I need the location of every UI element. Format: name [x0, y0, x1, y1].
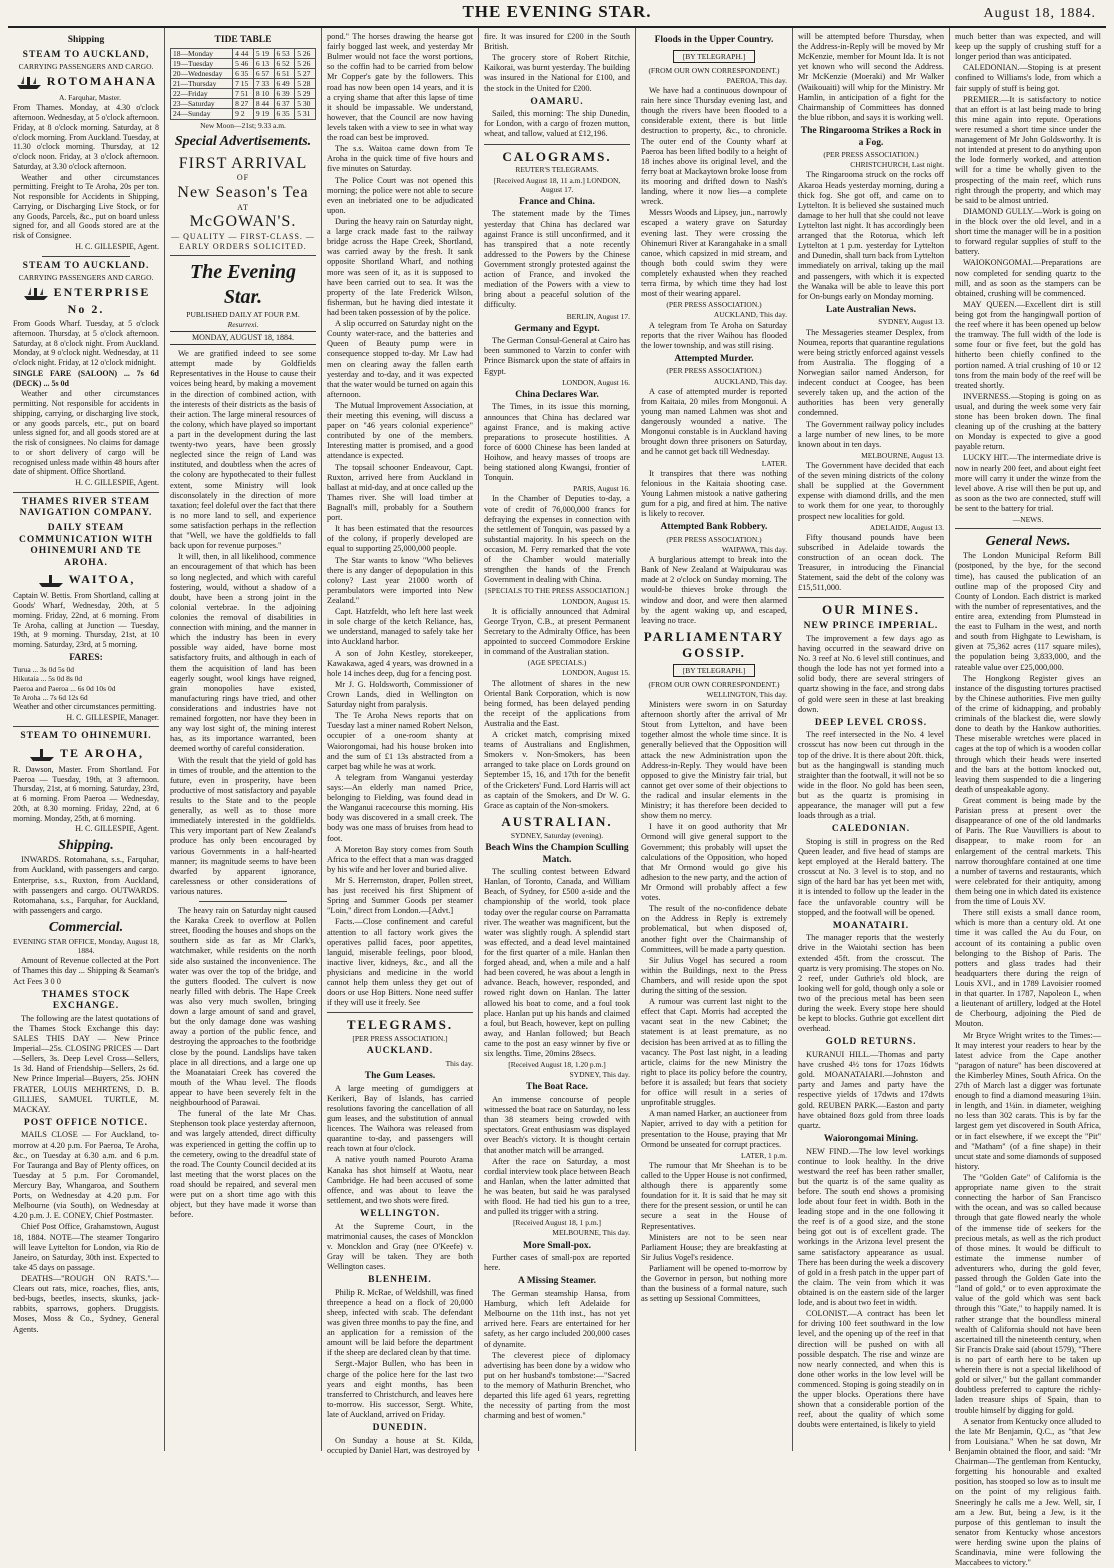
- article-paragraph: The manager reports that the westerly drive in the Waiotahi section has been extended 45ft. from the crosscut. The quartz is very promising. The stopes on No. 2 reef, under Guthrie's old block, are looking well for gold, though only a sole or two of the precious metal has been seen during the week. Every stope here should be kept to blocks. Guthrie got excellent dirt overhead.: [798, 933, 944, 1034]
- article-paragraph: The German steamship Hansa, from Hamburg, which left Adelaide for Melbourne on the 11th inst., has not yet arrived here. Fears are entertained for her safety, as her cargo included 200,000 cases of dynamite.: [484, 1288, 630, 1349]
- article-paragraph: much better than was expected, and will keep up the supply of crushing stuff for a longer period than was anticipated.: [955, 32, 1101, 62]
- commercial-heading: Commercial.: [48, 919, 124, 935]
- telegrams-sub: [PER PRESS ASSOCIATION.]: [352, 1034, 448, 1044]
- stock-exchange-text: The following are the latest quotations of the Thames Stock Exchange this day: SALES THIS DAY — New Prince Imperial—25s. CLOSING PRICES — Dart—Sellers, 3s. Deep Level Cross—Sellers, 1s 3d. Hand of Friendship—Sellers, 2s 6d. New Prince Imperial—Buyers, 25s. JOHN FRATER, LOUIS MEHRTENS, D. B. GILLIES, SAMUEL TURTLE, M. MACKAY.: [13, 1013, 159, 1114]
- tide-cell: 5 28: [295, 79, 316, 89]
- shipping-text: INWARDS. Rotomahana, s.s., Farquhar, from Auckland, with passengers and cargo. Enterprise, s.s., Ruxton, from Auckland, with passengers and cargo. OUTWARDS. Rotomahana, s.s., Farquhar, for Auckland, with passengers and cargo.: [13, 855, 159, 915]
- editorial-paragraph: With the result that the yield of gold has in times of trouble, and the attention to the future, even in prosperity, have been productive of most satisfactory and payable results to the State and to the people generally, as well as to those more immediately interested in the goldfields. This very important part of New Zealand's produce has only been encouraged by various Governments in a half-hearted manner; its magnitude seems to have been dwarfed by apparent ignorance, carelessness or other considerations of various natures.: [170, 755, 316, 896]
- article-paragraph: There still exists a small dance room, which is more than a century old. At one time it was called the Au du Four, on account of its containing a public oven belonging to the Bishop of Paris. The potters and glass trades had their headquarters there during the reign of Louis XVI., and in 1789 Lavoisier roomed in that quarter. In 1787, Napoleon I., when a lieutenant of artillery, lodged at the Hotel de Cherbourg, adjoining the Pied de Mouton.: [955, 908, 1101, 1029]
- tide-cell: 22—Friday: [171, 89, 233, 99]
- published-line: PUBLISHED DAILY AT FOUR P.M.: [186, 310, 300, 320]
- fares-list: [13, 665, 159, 702]
- dateline: AUCKLAND, This day.: [713, 310, 787, 320]
- tide-cell: 18—Monday: [171, 48, 233, 58]
- tide-row: [171, 79, 316, 89]
- shipping-heading-2: Shipping.: [58, 838, 114, 854]
- divider: [13, 726, 159, 727]
- press-note: (PER PRESS ASSOCIATION.): [666, 534, 762, 544]
- article-paragraph: NEW FIND.—The low level workings continue to look healthy. In the drive westward the reef has been rather smaller, but the quartz is of the same quality as before. The south end shows a promising lode about four feet in width. Both in the leading stope and in the one following it the reef is of a good size, and the stone being got out is of excellent grade. The workings in the Arizona level present the same satisfactory appearance as usual. There has been during the week a discovery of gold in a fresh patch in the upper part of the claim. The vein from which it was obtained is on the eastern side of the larger lode, and is about two feet in width.: [798, 1146, 944, 1308]
- article-paragraph: The Government railway policy includes a large number of new lines, to be more known about in ten days.: [798, 419, 944, 449]
- article-paragraph: The cleverest piece of diplomacy advertising has been done by a widow who put on her husband's tombstone:—"Sacred to the memory of Mathurin Brenchet, who departed this life aged 61 years, regretting the necessity of parting from the most charming and best of women.": [484, 1350, 630, 1421]
- article-paragraph: Capt. Hatzfeldt, who left here last week in sole charge of the ketch Reliance, has, we understand, managed to safely take her into Auckland harbor.: [327, 607, 473, 647]
- article-paragraph: A telegram from Wanganui yesterday says:—An elderly man named Price, belonging to Fielding, was found dead in the Wanganui racecourse this morning. His body was discovered in a small creek. The body was one mass of bruises from head to foot.: [327, 772, 473, 843]
- article-paragraph: Mr Bryce Wright writes to the Times:—It may interest your readers to hear by the latest advice from the Cape another "paragon of nature" has been discovered at the Kimberley Mines, South Africa. On the 27th of March last a digger was fortunate enough to find a diamond measuring 1¾in. in length, and 1¼in. in diameter, weighing no less than 302 carats. This is by far the largest gem yet discovered in South Africa, or in fact elsewhere, if we except the "Pit" and "Matham" (of a fine shape) in their uncut state and some diamonds of supposed history.: [955, 1030, 1101, 1171]
- steam-auckland-heading-2: STEAM TO AUCKLAND.: [22, 260, 150, 271]
- wellington-heading: WELLINGTON.: [359, 1209, 441, 1219]
- article-paragraph: WAIOKONGOMAI.—Preparations are now completed for sending quartz to the mill, and as soon as the stampers can be obtained, crushing will be commenced.: [955, 258, 1101, 298]
- ship-schedule: R. Dawson, Master. From Shortland. For Paeroa — Tuesday, 19th, at 3 afternoon. Thursday, 21st, at 6 morning. Saturday, 23rd, at 6 morning. From Paeroa — Wednesday, 20th, at 8.30 morning. Friday, 22nd, at 6 morning. Monday, 25th, at 6 morning.: [13, 764, 159, 823]
- ship-rotomahana: [13, 73, 159, 251]
- smallpox-heading: More Small-pox.: [523, 1240, 591, 1251]
- article-paragraph: A large meeting of gumdiggers at Kerikeri, Bay of Islands, has carried resolutions favoring the cancellation of all gum leases, and the substitution of annual licences. The Waihora was released from quarantine to-day, and passengers will reach town at four o'clock.: [327, 1083, 473, 1154]
- tide-cell: 20—Wednesday: [171, 68, 233, 78]
- fare-row: Te Aroha ... 7s 6d 12s 6d: [13, 692, 88, 702]
- article-paragraph: A burglarious attempt to break into the Bank of New Zealand at Waipukurau was made at 2 o'clock on Sunday morning. The would-be thieves broke through the window and door, and were then alarmed by the agent waking up, and escaped, leaving no trace.: [641, 555, 787, 625]
- ship-waitoa: [13, 571, 159, 722]
- article-paragraph: The reef intersected in the No. 4 level crosscut has now been cut through in the top of the drive. It is there about 20ft. thick, but as the hangingwall is standing much straighter than the footwall, it will not be so wide in the floor. No gold has been seen, but as the quartz is promising in appearance, the manager will put a few loads through as a trial.: [798, 730, 944, 821]
- article-paragraph: The Hongkong Register gives an instance of the disgusting tortures practised by the Chinese authorities. Five men guilty of the crime of kidnapping, and probably criminals of the blackest die, were slowly done to death by the Hankow authorities. These miserable wretches were placed in cages at the top of which is a wooden collar through which their heads were inserted and the bars at the bottom knocked out, leaving them suspended to die a lingering death of unspeakable agony.: [955, 673, 1101, 794]
- article-paragraph: A case of attempted murder is reported from Kaitaia, 20 miles from Mongonui. A young man named Lahmen was shot and dangerously wounded a native. The Mongonui constable is in Auckland having brought down three prisoners on Saturday, and he cannot get back till Wednesday.: [641, 386, 787, 457]
- tide-row: [171, 99, 316, 109]
- motto: Resurrexi.: [227, 320, 259, 330]
- nameplate: The Evening Star.: [189, 261, 297, 308]
- oamaru-heading: OAMARU.: [530, 96, 584, 107]
- ship-name: ROTOMAHANA: [46, 74, 158, 89]
- article-paragraph: The Times, in its issue this morning, announces that China has declared war against France, and is making active preparations to prosecute hostilities. A force of 6000 Chinese has been landed at Hoihow, and heavy masses of troops are being stationed along Kwangsi, frontier of Tonquin.: [484, 402, 630, 483]
- commercial-text: Amount of Revenue collected at the Port of Thames this day ... Shipping & Seaman's Act Fees 3 0 0: [13, 956, 159, 986]
- tide-cell: 5 26: [295, 58, 316, 68]
- press-note: (PER PRESS ASSOCIATION.): [666, 366, 762, 376]
- dateline: This day.: [445, 1058, 473, 1068]
- tide-cell: 7 51: [233, 89, 254, 99]
- article-paragraph: A slip occurred on Saturday night on the County water-race, and the batteries and Queen of Beauty pump were in consequence stopped to-day. Mr Law had men on clearing away the fallen earth yesterday and to-day, and it was expected that the water would be turned on again this afternoon.: [327, 319, 473, 399]
- post-office-text-2: Chief Post Office, Grahamstown, August 18, 1884. NOTE—The steamer Tongariro will leave Lyttelton for London, via Rio de Janeiro, on Saturday, 30th inst. Expected to take 45 days on passage.: [13, 1222, 159, 1272]
- editorial-paragraph: We are gratified indeed to see some attempt made by Goldfields Representatives in the House to cause their voices being heard, by making a movement in the direction of combined action, with the interests of their districts as the basis of their action. The large mineral resources of the colony, which have played so important a part in the development during the last twenty-two years, have been grossly neglected since the reign of Land was instituted, and doubtless when the acres of the colony are hypothecated to their fullest extent, some Ministry will look disconsolately in the direction of more taxation; feel doleful over the fact that there is no more land to sell, and experience some satisfaction perhaps in the reflection that "Well, we have the goldfields to fall back upon for revenue purposes.": [170, 349, 316, 551]
- ship-schedule: Captain W. Bettis. From Shortland, calling at Goods' Wharf, Wednesday, 20th, at 5 morning. Friday, 22nd, at 6 morning. From Te Aroha, calling at Junction — Tuesday, 19th, at 9 morning. Thursday, 21st, at 10 morning. Saturday, 23rd, at 5 morning.: [13, 591, 159, 649]
- article-paragraph: The grocery store of Robert Ritchie, Kaikorai, was burnt yesterday. The building was insured in the National for £100, and the stock in the United for £200.: [484, 53, 630, 93]
- blenheim-heading: BLENHEIM.: [368, 1275, 432, 1286]
- article-paragraph: PREMIER.—It is satisfactory to notice that an effort is at last being made to bring this mine again into repute. Operations were resumed a short time since under the management of Mr John Goldsworthy. It is not intended at present to do anything upon the lode formerly worked, and attention will for a time be wholly given to the prospecting of the main reef, which runs right through the property, and which may be said to be almost untried.: [955, 94, 1101, 205]
- news-label: —NEWS.: [1012, 515, 1044, 525]
- dateline: PAEROA, This day.: [726, 75, 787, 85]
- ship-agent: H. C. GILLESPIE, Manager.: [66, 712, 159, 722]
- article-paragraph: INVERNESS.—Stoping is going on as usual, and during the week some very fair stone has been broken down. The final cleaning up of the crushing at the battery on Monday is expected to give a good payable return.: [955, 391, 1101, 452]
- article-paragraph: The Ringarooma struck on the rocks off Akaroa Heads yesterday morning, during a thick fog. She got off, and came on to Lyttelton. It is believed she sustained much damage to her hull that she could not leave Lyttelton last night. It has accordingly been arranged that the Rotorua, which left Lyttelton at 1 p.m. yesterday for Lyttelton and Dunedin, shall turn back from Lyttelton immediately on arrival, taking up the mail and passengers, with which it is expected the Wanaka will be able to leave this port for On-bungs early on Monday morning.: [798, 170, 944, 301]
- age-note: (AGE SPECIALS.): [527, 658, 587, 668]
- article-paragraph: Fifty thousand pounds have been subscribed in Adelaide towards the construction of an ocean dock. The Treasurer, in introducing the Financial Statement, said the debt of the colony was £15,511,000.: [798, 532, 944, 593]
- steamship-icon: [22, 284, 50, 302]
- article-paragraph: Sailed, this morning: The ship Dunedin, for London, with a cargo of frozen mutton, wheat, and tallow, valued at £12,196.: [484, 109, 630, 139]
- calograms-heading: CALOGRAMS.: [502, 148, 612, 164]
- tide-cell: 5 46: [233, 58, 254, 68]
- steamship-icon: [15, 73, 43, 91]
- tide-cell: 6 35: [274, 109, 295, 119]
- tide-cell: 8 27: [233, 99, 254, 109]
- dateline: MELBOURNE, This day.: [552, 1228, 630, 1238]
- article-paragraph: Facts.—Close confinement and careful attention to all factory work gives the operatives pallid faces, poor appetites, languid, miserable feelings, poor blood, inactive liver, kidneys, &c., and all the physicians and medicine in the world cannot help them unless they get out of doors or use Hop Bitters. None need suffer if they will use it freely. See: [327, 917, 473, 1008]
- article-paragraph: The Police Court was not opened this morning; the police were not able to secure even an inebriated one to be adjudicated upon.: [327, 175, 473, 215]
- fare-row: Paeroa and Paeroa ... 6s 0d 10s 0d: [13, 683, 116, 693]
- china-heading: China Declares War.: [515, 389, 599, 400]
- missing-steamer-heading: A Missing Steamer.: [517, 1276, 597, 1287]
- tide-cell: 21—Thursday: [171, 79, 233, 89]
- tide-cell: 6 49: [274, 79, 295, 89]
- beach-heading: Beach Wins the Champion Sculling Match.: [485, 842, 629, 865]
- divider: [199, 901, 287, 902]
- ship-agent: H. C. GILLESPIE, Agent.: [75, 478, 159, 488]
- article-paragraph: LUCKY HIT.—The intermediate drive is now in nearly 200 feet, and about eight feet more will carry it under the winze from the level above. A rise will then be put up, and as soon as the two are connected, stuff will be sent to the battery for trial.: [955, 453, 1101, 514]
- article-paragraph: On Sunday a house at St. Kilda, occupied by Daniel Hart, was destroyed by: [327, 1435, 473, 1455]
- steamship-icon: [28, 745, 56, 763]
- article-paragraph: Sergt.-Major Bullen, who has been in charge of the police here for the last two years and eight months, has been transferred to Christchurch, and leaves here to-morrow. His successor, Sergt. White, late of Auckland, arrived on Friday.: [327, 1359, 473, 1420]
- article-paragraph: The German Consul-General at Cairo has been summoned to Varzin to confer with Prince Bismarck upon the state of affairs in Egypt.: [484, 336, 631, 376]
- ad-line: OF: [236, 173, 250, 183]
- column-2: [165, 28, 322, 1451]
- article-paragraph: Philip R. McRae, of Weldshill, was fined threepence a head on a flock of 20,000 sheep, infected with scab. The defendant was given three months to pay the fine, and an application for a remission of the amount will be laid before the department if the sheep are declared clean by that time.: [327, 1287, 473, 1358]
- tide-cell: 5 29: [295, 89, 316, 99]
- ship-name: WAITOA,: [68, 572, 136, 586]
- ship-te-aroha: [13, 745, 159, 834]
- article-paragraph: Messrs Woods and Lipsey, jun., narrowly escaped a watery grave on Saturday evening last. They were crossing the Ohinemuri River at Karangahake in a small canoe, which capsized in mid stream, and though both could swim they were completely exhausted when they reached terra firma, by which time they had lost most of their wearing apparel.: [641, 208, 787, 299]
- dateline: WAIPAWA, This day.: [721, 544, 787, 554]
- article-paragraph: We have had a continuous downpour of rain here since Thursday evening last, and though the rivers have been flooded to a considerable extent, there is but little destruction to property, &c., to chronicle. The outer end of the County wharf at Paeroa has been lifted bodily to a height of 18 inches above its original level, and the ferry boat at Mackaytown broke loose from its mooring and drifted down to Nash's landing, where it now lies—a complete wreck.: [641, 86, 787, 207]
- article-paragraph: The improvement a few days ago as having occurred in the seaward drive on No. 3 reef at No. 6 level still continues, and though the lode has not yet formed into a solid body, there are several stringers of quartz showing in the face, and strong dabs of gold were seen in these at last breaking down.: [798, 633, 944, 714]
- column-4: [479, 28, 636, 1451]
- columns: [8, 28, 1106, 1568]
- floods-heading: Floods in the Upper Country.: [654, 35, 774, 45]
- article-paragraph: DIAMOND GULLY.—Work is going on in the block over the old level, and in a short time the manager will be in a position to forward regular supplies of stuff to the battery.: [955, 206, 1101, 257]
- ad-line: McGOWAN'S.: [189, 213, 297, 231]
- commercial-sub: EVENING STAR OFFICE, Monday, August 18, 1884.: [13, 937, 160, 956]
- tide-cell: 5 26: [295, 48, 316, 58]
- tide-cell: 4 44: [233, 48, 254, 58]
- article-paragraph: Sir Julius Vogel has secured a room within the Buildings, next to the Press Chambers, and will reside upon the spot during the sitting of the session.: [641, 955, 787, 996]
- article-paragraph: The statement made by the Times yesterday that China has declared war against France is still unconfirmed, and it has transpired that a note recently addressed to the Powers by the Chinese Government strongly protested against the action of France, and invoked the mediation of the Powers with a view to bring about a peaceful solution of the difficulty.: [484, 209, 630, 310]
- divider: [42, 256, 130, 257]
- article-paragraph: A native youth named Pouroto Arama Kanaka has shot himself at Waotu, near Cambridge. He had been accused of some offence, and was about to leave the settlement, and two shots were fired.: [327, 1155, 473, 1205]
- article-paragraph: The Star wants to know "Who believes there is any danger of depopulation in this colony? Last year 21000 worth of perambulators were imported into New Zealand.": [327, 555, 473, 606]
- tide-cell: 7 33: [253, 79, 274, 89]
- single-fare: SINGLE FARE (SALOON) ... 7s 6d (DECK) ... 5s 0d: [13, 368, 159, 388]
- tide-row: [171, 58, 316, 68]
- article-paragraph: In the Chamber of Deputies to-day, a vote of credit of 76,000,000 francs for defraying the expenses in connection with the settlement of Tonquin, was passed by a substantial majority. In his speech on the occasion, M. Ferry remarked that the vote of the Chamber would materially strengthen the hands of the French Government in dealing with China.: [484, 494, 630, 585]
- column-5: [636, 28, 793, 1451]
- divider: [484, 144, 630, 145]
- mine-heading: NEW PRINCE IMPERIAL.: [803, 621, 939, 632]
- germany-heading: Germany and Egypt.: [514, 323, 600, 334]
- article-paragraph: The topsail schooner Endeavour, Capt. Ruxton, arrived here from Auckland in ballast at mid-day, and at once called up the Thames river. She will load timber at Bagnall's mill, probably for a Southern port.: [327, 462, 473, 523]
- mine-heading: CALEDONIAN.: [831, 824, 911, 835]
- dateline: AUCKLAND, This day.: [713, 376, 787, 386]
- advertisement-text: DEATHS—"ROUGH ON RATS."—Clears out rats, mice, roaches, flies, ants, bed-bugs, beetles, insects, skunks, jack-rabbits, sparrows, gophers. Druggists. Moses, Moss & Co., Sydney, General Agents.: [13, 1274, 159, 1334]
- dateline: ADELAIDE, August 13.: [869, 522, 944, 532]
- article-paragraph: The s.s. Waitoa came down from Te Aroha in the quick time of five hours and five minutes on Saturday.: [327, 144, 473, 174]
- ad-line: AT: [237, 202, 249, 212]
- australian-heading: AUSTRALIAN.: [501, 813, 613, 829]
- article-paragraph: A senator from Kentucky once alluded to the late Mr Benjamin, Q.C., as "that Jew from Louisiana." When he sat down, Mr Benjamin obtained the floor, and said: "Mr Chairman—The gentleman from Kentucky, forgetting his honourable and exalted position, has stooped so low as to insult me on the point of my religious faith. Sneeringly he calls me a Jew. Well, sir, I am a Jew. But, being a Jew, is it the purpose of this gentleman to insult the senator from Kentucky whose ancestors were herding swine upon the plains of Scandinavia, mine were following the Maccabees to victory.": [955, 1416, 1101, 1568]
- article-paragraph: MAY QUEEN.—Excellent dirt is still being got from the hangingwall portion of the reef where it has been opened up below the tramway. The full width of the lode is some four or five feet, but the gold has hitherto been chiefly confined to the portion named. A trial crushing of 10 or 12 tons from the main body of the reef will be treated shortly.: [955, 299, 1101, 390]
- tide-cell: 6 35: [233, 68, 254, 78]
- article-paragraph: A rumour was current last night to the effect that Capt. Morris had accepted the vacant seat in the new Cabinet; the statement is at least premature, as no decision has been arrived at as to filling the vacancy. The Post last night, in a leading article, claims for the new Ministry the right to place its policy before the country, before it is assailed; but fears that society for office will result in a series of unprofitable struggles.: [641, 997, 787, 1108]
- our-mines-heading: OUR MINES.: [821, 602, 920, 618]
- auckland-heading: AUCKLAND.: [366, 1046, 434, 1057]
- article-paragraph: Mr J. G. Holdsworth, Commissioner of Crown Lands, died in Wellington on Saturday night from paralysis.: [327, 679, 473, 710]
- fare-row: Turua ... 3s 0d 5s 0d: [13, 665, 74, 675]
- dateline: LONDON, August 15.: [562, 596, 630, 606]
- article-paragraph: The Mutual Improvement Association, at their meeting this evening, will discuss a paper on "46 years colonial experience" contributed by one of the members. Interesting matter is promised, and a good attendance is expected.: [327, 400, 473, 461]
- tide-cell: 5 31: [295, 109, 316, 119]
- dateline: PARIS, August 16.: [573, 484, 630, 494]
- australian-news-heading: Late Australian News.: [826, 304, 916, 315]
- tide-cell: 5 19: [253, 48, 274, 58]
- editorial-paragraph: It will, then, in all likelihood, commence an encouragement of that which has been so long neglected, and which with careful fostering, would, without a shadow of a doubt, have been a strong joint in the colonial vertebrae. In the adjoining colonies the removal of disabilities in connection with mining, and the manner in which the industry has been in every possible way aided, have borne most satisfactory fruits, and although in each of them the acquisition of land has been eagerly sought, wool kings have reigned, grain monopolies have existed, manufacturing rings have tried, and other considerations and industries have not remained forgotten, nor have they been in any way lost sight of, the mining interest has, as its importance warranted, been deemed worthy of careful consideration.: [170, 552, 316, 754]
- by-telegraph-box: [BY TELEGRAPH.]: [673, 664, 755, 677]
- editorial-paragraph: The heavy rain on Saturday night caused the Karaka Creek to overflow at Pollen street, flooding the houses and shops on the southern side as far as Mr Clark's, watchmaker, while residents on the north side also sustained the inconvenience. The water was over the top of the bridge, and the gutters flooded. The culvert is now nearly filled with debris. The Hape Creek was also very much swollen, bringing down a large amount of sand and gravel, but the only damage done was washing away a portion of the public fence, and destroying the approaches to the footbridge close by the pound. Landslips have taken place in all directions, and a large one up the Moanataiari Creek has covered the mouth of the Whau level. The floods appear to have been severely felt in the neighbourhood of Parawai.: [170, 906, 316, 1108]
- ship-name: ENTERPRISE No 2.: [53, 285, 151, 317]
- dateline: LONDON, August 15.: [562, 668, 630, 678]
- editorial-paragraph: The funeral of the late Mr Chas. Stephenson took place yesterday afternoon, and was largely attended, direct difficulty was experienced in getting the coffin up to the cemetery, owing to the dreadful state of the road. The County Council decided at its last meeting that the worst places on the road should be repaired, and several men were put on a short time ago with this object, but they have made it worse than before.: [170, 1109, 316, 1220]
- tide-cell: 5 30: [295, 99, 316, 109]
- ship-agent: H. C. GILLESPIE, Agent.: [75, 824, 159, 834]
- tide-row: [171, 89, 316, 99]
- tide-cell: 5 27: [295, 68, 316, 78]
- post-office-text: MAILS CLOSE — For Auckland, to-morrow at 4.20 p.m. For Paeroa, Te Aroha, &c., on Tuesday at 6.30 a.m. and 6 p.m. For Tauranga and Bay of Plenty offices, on Tuesday at 5 p.m. For Coromandel, Mercury Bay, Whangaroa, and Southern Ports, on Wednesday at 4.20 p.m. For Melbourne (via South), on Wednesday at 4.20 p.m. J. E. CONEY, Chief Postmaster.: [13, 1130, 159, 1221]
- tide-note: New Moon—21st; 9.33 a.m.: [200, 120, 286, 130]
- tide-cell: 6 13: [253, 58, 274, 68]
- tide-cell: 8 10: [253, 89, 274, 99]
- press-note: (PER PRESS ASSOCIATION.): [666, 300, 762, 310]
- dateline: LATER.: [761, 458, 787, 468]
- steam-auckland-heading: STEAM TO AUCKLAND,: [22, 49, 150, 60]
- ship-name: TE AROHA,: [59, 745, 144, 760]
- ship-notice: Weather and other circumstances permitting. Not responsible for accidents in shipping, carrying, or discharging live stock, or any goods parcels, etc., put on board unless signed for, and all goods stored are at the risk of consignees. No claims for damage to or short delivery of cargo will be recognised unless made within 48 hours after date of shipment. Office Shortland.: [13, 389, 159, 477]
- newspaper-title: THE EVENING STAR.: [462, 2, 652, 21]
- ad-line: — QUALITY — FIRST-CLASS. —: [171, 231, 315, 241]
- tide-cell: 19—Tuesday: [171, 58, 233, 68]
- thames-river-heading: THAMES RIVER STEAM NAVIGATION COMPANY.: [19, 496, 153, 519]
- tea-advertisement: [170, 154, 316, 252]
- ohinemuri-heading: STEAM TO OHINEMURI.: [20, 731, 152, 742]
- shipping-heading: Shipping: [67, 35, 105, 45]
- gossip-heading: PARLIAMENTARY GOSSIP.: [643, 628, 785, 660]
- steam-auckland-sub: CARRYING PASSENGERS AND CARGO.: [18, 62, 154, 72]
- tide-row: [171, 68, 316, 78]
- daily-steam-heading: DAILY STEAM COMMUNICATION WITH OHINEMURI AND TE AROHA.: [18, 522, 154, 568]
- tide-cell: 8 44: [253, 99, 274, 109]
- bank-robbery-heading: Attempted Bank Robbery.: [660, 522, 768, 533]
- divider: [798, 597, 944, 598]
- article-paragraph: pond." The horses drawing the hearse got fairly bogged last week, and yesterday Mr Bulmer would not face the worst portions, so the coffin had to be carried from below Mr Copper's gate by the followers. This road has now been open 14 years, and it is a crying shame that after this lapse of time it should be impassable. We understand, however, that the Council are now having levels taken with a view to see in what way the road can best be improved.: [327, 32, 473, 143]
- tide-cell: 9 2: [233, 109, 254, 119]
- ship-master: A. Farquhar, Master.: [59, 93, 121, 103]
- dateline: LONDON, August 16.: [562, 377, 630, 387]
- dateline: MONDAY, AUGUST 18, 1884.: [170, 331, 316, 345]
- dateline: BERLIN, August 17.: [566, 311, 630, 321]
- article-paragraph: At the Supreme Court, in the matrimonial causes, the cases of Moncklon v. Moncklon and Gray (nee O'Keefe) v. Gray will be taken. They are both Wellington cases.: [327, 1221, 473, 1272]
- article-paragraph: CALEDONIAN.—Stoping is at present confined to Williams's lode, from which a fair supply of stuff is being got.: [955, 63, 1101, 93]
- article-paragraph: The sculling contest between Edward Hanlan, of Toronto, Canada, and William Beach, of Sydney, for £500 a-side and the championship of the world, took place today over the regular course on Parramatta river. The weather was magnificent, but the water was slightly rough. A splendid start was effected, and a dead level maintained for the first quarter of a mile. Hanlan then forged ahead, and, when a mile and a half had been covered, he was about a length in advance. Beach, however, responded, and rowed right down on Hanlan. The latter allowed his boat to come, and a foul took place. Hanlan put up his hands and claimed a foul, but Beach, however, kept on pulling away, and Hanlan followed; but Beach came to the post an easy winner by five or six lengths. Time, 20mins 28secs.: [484, 867, 630, 1059]
- article-paragraph: The result of the no-confidence debate on the Address in Reply is extremely problematical, but when disposed of, another fight over the Chairmanship of Committees, will be made a party question.: [641, 904, 787, 954]
- article-paragraph: will be attempted before Thursday, when the Address-in-Reply will be moved by Mr McKenzie, member for Mount Ida. It is not yet known who will second the Address. Mr McKenzie (Moeraki) and Mr Walker (Waikouaiti) will whip for the Ministry. Mr Hamlin, in anticipation of a fight for the Chairmanship of Committees has donned the blue ribbon, and says it is working well.: [798, 32, 944, 122]
- article-paragraph: Mr S. Herrernston, draper, Pollen street, has just received his first Shipment of Spring and Summer Goods per steamer "Loin," direct from London.—[Advt.]: [327, 875, 473, 916]
- ship-schedule: From Goods Wharf. Tuesday, at 5 o'clock afternoon. Thursday, at 5 o'clock afternoon. Saturday, at 8 o'clock night. From Auckland. Monday, at 9 o'clock night. Wednesday, at 11 o'clock night. Friday, at 12 o'clock midnight.: [13, 319, 159, 368]
- boat-race-heading: The Boat Race.: [525, 1082, 588, 1093]
- steam-auckland-sub-2: CARRYING PASSENGERS AND CARGO.: [18, 273, 154, 283]
- article-paragraph: Further cases of small-pox are reported here.: [484, 1253, 630, 1273]
- tide-cell: 9 19: [253, 109, 274, 119]
- article-paragraph: The Messageries steamer Desplex, from Noumea, reports that quarantine regulations were being strictly enforced against vessels from Australia. The flogging of a Norwegian sailor named Anderson, for indecent conduct at Coogee, has been severely taken up, and the action of the authorities has been very generally condemned.: [798, 327, 944, 418]
- divider: [170, 255, 316, 256]
- tide-cell: 6 57: [253, 68, 274, 78]
- article-paragraph: A son of John Kestley, storekeeper, Kawakawa, aged 4 years, was drowned in a hole 14 inches deep, dug for a fencing post.: [327, 648, 473, 678]
- ad-line: EARLY ORDERS SOLICITED.: [179, 241, 307, 251]
- fares-heading: FARES:: [69, 652, 103, 663]
- waiorongomai-heading: Waiorongomai Mining.: [823, 1133, 919, 1144]
- gold-returns-heading: GOLD RETURNS.: [825, 1037, 917, 1048]
- tide-cell: 6 37: [274, 99, 295, 109]
- steamship-icon: [37, 571, 65, 589]
- article-paragraph: Stoping is still in progress on the Red Queen leader, and five head of stamps are kept employed at the Herald battery. The crosscut at No. 3 level is to stop, and no sign of the hard bar has yet been met with, it is intended to follow up the leader in the face the unfavorable country will be stopped, and the footwall will be opened.: [798, 836, 944, 917]
- ship-enterprise: [13, 284, 159, 487]
- dateline: SYDNEY, Saturday (evening).: [510, 830, 604, 840]
- ad-line: FIRST ARRIVAL: [178, 154, 308, 172]
- article-paragraph: It is officially announced that Admiral George Tryon, C.B., at present Permanent Secretary to the Admiralty Office, has been appointed to succeed Commodore Erskine in command of the Australian station.: [484, 606, 630, 657]
- article-paragraph: COLONIST.—A contract has been let for driving 100 feet southward in the low level, and the opening up of the reef in that direction will be pushed on with all possible despatch. The rise and winze are now nearly connected, and when this is done other works in the low level will be commenced. Stoping is going steadily on in the upper blocks. Operations there have shown that a considerable portion of the reef, about the quality of which some doubts were entertained, is likely to yield: [798, 1309, 944, 1430]
- divider: [955, 528, 1101, 529]
- dateline: SYDNEY, August 13.: [878, 317, 944, 327]
- mine-heading: MOANATAIRI.: [832, 920, 910, 931]
- column-6: [793, 28, 950, 1451]
- article-paragraph: During the heavy rain on Saturday night, a large crack made fast to the railway bridge across the Hape Creek, Shortland, was carried away by the fresh. It sank opposite Shortland Wharf, and nothing more was seen of it, as it is supposed to have been carried out to sea. It was the property of the late Frederick Wilson, fisherman, but he having died intestate it had been taken possession of by the police.: [327, 216, 473, 317]
- article-paragraph: The rumour that Mr Sheehan is to be called to the Upper House is not confirmed, although there is apparently some foundation for it. It is said that he may sit there for the present session, or until he can secure a seat in the House of Representatives.: [641, 1160, 787, 1231]
- article-paragraph: It has been estimated that the resources of the colony, if properly developed are equal to supporting 25,000,000 people.: [327, 524, 473, 554]
- post-office-heading: POST OFFICE NOTICE.: [23, 1117, 149, 1128]
- tide-cell: 6 39: [274, 89, 295, 99]
- article-paragraph: The London Municipal Reform Bill (postponed, by the bye, for the second time), has caused the publication of an outline map of the proposed City and County of London. Each district is marked with the number of representatives, and the entire area, extending from Plumstead in the east to Fulham in the west, and north and south from Highgate to Lewisham, is given at 75,362 acres (117 square miles), the population being 3,833,000, and the rateable value over £25,000,000.: [955, 551, 1101, 672]
- article-paragraph: The "Golden Gate" of California is the appropriate name given to the strait connecting the harbor of San Francisco with the ocean, and was so called because through that gate flowed nearly the whole of the immense tide of seekers for the precious metals, as well as the rich product of those mines. It would be difficult to estimate the immense number of adventurers who, during the gold fever, passed through the Golden Gate into the "land of gold," or to even approximate the value of the gold which was sent back through this "Gate," to happily named. It is rather strange that the boundless mineral wealth of California should not have been ascertained till the nineteenth century, when Sir Francis Drake said (about 1579), "There is no part of earth here to be taken up wherein there is not a special likelihood of gold or silver," but the gallant commander doubtless preferred to capture the richly-laden treasure ships of Spain, than to trouble himself by digging for gold.: [955, 1173, 1101, 1415]
- article-paragraph: Ministers were sworn in on Saturday afternoon shortly after the arrival of Mr Stout from Lyttelton, and have been together almost the whole time since. It is generally believed that the Opposition will attack the new Administration upon the Address-in-Reply. They would have been opposed to give the Ministry fair trial, but cannot get over some of their objections to the radical and insular elements in the Ministry; it has therefore been decided to show them no mercy.: [641, 699, 787, 821]
- tide-row: [171, 109, 316, 119]
- specials-note: [SPECIALS TO THE PRESS ASSOCIATION.]: [485, 586, 629, 596]
- article-paragraph: It transpires that there was nothing felonious in the Kaitaia shooting case. Young Lahmen mistook a native gathering gum for a pig, and fired at him. The native is likely to recover.: [641, 468, 787, 519]
- article-paragraph: The allotment of shares in the new Oriental Bank Corporation, which is now being formed, has been delayed pending the receipt of the applications from Australia and the East.: [484, 678, 630, 728]
- article-paragraph: I have it on good authority that Mr Ormond will give general support to the Government; this probably will upset the calculations of the Opposition, who hoped that Mr Ormond would go give his adhesion to the new party, and the action of Mr Ormond will probably affect a few votes.: [641, 822, 787, 903]
- ship-agent: H. C. GILLESPIE, Agent.: [75, 241, 159, 251]
- divider: [13, 492, 159, 493]
- article-paragraph: A cricket match, comprising mixed teams of Australians and Englishmen, Smokers v. Non-Smokers, has been arranged to take place on Lords ground on September 15, 16, and 17th for the benefit of the Cricketers' Fund. Lord Harris will act as captain of the Smokers, and Dr W. G. Grace as captain of the Non-smokers.: [484, 730, 630, 810]
- stock-exchange-heading: THAMES STOCK EXCHANGE.: [41, 989, 131, 1012]
- ship-schedule: From Thames. Monday, at 4.30 o'clock afternoon. Wednesday, at 5 o'clock afternoon. Friday, at 8 o'clock morning. Saturday, at 8 o'clock morning. From Auckland. Tuesday, at 11.30 o'clock morning. Thursday, at 12 o'clock noon. Friday, at 3 o'clock afternoon. Saturday, at 3.30 o'clock afternoon.: [13, 103, 159, 171]
- article-paragraph: Great comment is being made by the Parisian press at present over the disappearance of one of the old landmarks of Paris. The Rue Vauvilliers is about to disappear, to make room for an enlargement of the central markets. This narrow thoroughfare contained at one time a number of taverns and restaurants, which were celebrated for their antiquity, among them being one in which dated its existence from the time of Louis XV.: [955, 795, 1101, 907]
- telegrams-heading: TELEGRAMS.: [346, 1017, 454, 1033]
- tide-cell: 6 51: [274, 68, 295, 78]
- dateline: WELLINGTON, This day.: [706, 689, 787, 699]
- tide-cell: 24—Sunday: [171, 109, 233, 119]
- column-3: [322, 28, 479, 1455]
- murder-heading: Attempted Murder.: [674, 353, 754, 364]
- dateline: SYDNEY, This day.: [569, 1070, 630, 1080]
- tide-cell: 23—Saturday: [171, 99, 233, 109]
- special-ads-heading: Special Advertisements.: [174, 133, 312, 149]
- tide-table-heading: TIDE TABLE: [214, 35, 272, 45]
- general-news-heading: General News.: [985, 534, 1071, 550]
- article-paragraph: An immense concourse of people witnessed the boat race on Saturday, no less than 38 steamers being crowded with spectators. Great enthusiasm was displayed over Beach's victory. It is thought certain that another match will be arranged.: [484, 1095, 630, 1155]
- divider: [327, 1012, 473, 1013]
- dateline: MELBOURNE, August 13.: [861, 450, 944, 460]
- masthead-date: August 18, 1884.: [983, 6, 1096, 21]
- dateline: CHRISTCHURCH, Last night.: [850, 160, 944, 170]
- article-paragraph: Parliament will be opened to-morrow by the Governor in person, but nothing more than the business of a formal nature, such as setting up Sessional Committees,: [641, 1264, 787, 1304]
- article-paragraph: A man named Harker, an auctioneer from Napier, arrived to day with a petition for presentation to the House, praying that Mr Ormond be unseated for corrupt practices.: [641, 1109, 787, 1149]
- article-paragraph: A Moreton Bay story comes from South Africa to the effect that a man was dragged by his wife and her lover and buried alive.: [327, 844, 473, 874]
- article-paragraph: The Government have decided that each of the seven mining districts of the colony shall be supplied at the Government expense with diamond drills, and the men to work them for one year, to thoroughly prospect new localities for gold.: [798, 461, 944, 521]
- article-paragraph: Ministers are not to be seen near Parliament House; they are breakfasting at Sir Julius Vogel's residence.: [641, 1232, 787, 1262]
- tide-cell: 7 15: [233, 79, 254, 89]
- received-note: [Received August 18, 1 p.m.]: [512, 1218, 602, 1228]
- calograms-sub: REUTER'S TELEGRAMS.: [515, 165, 599, 175]
- dateline: LATER, 1 p.m.: [740, 1150, 787, 1160]
- column-1: [8, 28, 165, 1451]
- article-paragraph: After the race on Saturday, a most cordial interview took place between Beach and Hanlan, when the latter admitted that he was beaten, but said he was paralysed with flood. He had tied his gun to a tree, and pulled its trigger with a string.: [484, 1156, 630, 1217]
- fare-row: Hikutaia ... 5s 0d 8s 0d: [13, 674, 83, 684]
- masthead: [8, 0, 1106, 28]
- tide-cell: 6 52: [274, 58, 295, 68]
- press-note: (PER PRESS ASSOCIATION.): [823, 150, 919, 160]
- received-note: [Received August 18, 1.20 p.m.]: [508, 1060, 606, 1070]
- gum-heading: The Gum Leases.: [364, 1071, 436, 1082]
- column-7: [950, 28, 1106, 1568]
- tide-row: [171, 48, 316, 58]
- correspondent-note: (FROM OUR OWN CORRESPONDENT.): [648, 65, 780, 75]
- dunedin-heading: DUNEDIN.: [372, 1423, 428, 1434]
- ringarooma-heading: The Ringarooma Strikes a Rock in a Fog.: [800, 125, 942, 148]
- tide-table: [170, 48, 316, 120]
- fares-note: Weather and other circumstances permitting.: [13, 701, 157, 711]
- received-note: [Received August 18, 11 a.m.] LONDON, August 17.: [493, 175, 621, 194]
- correspondent-note: (FROM OUR OWN CORRESPONDENT.): [648, 679, 780, 689]
- tide-cell: 6 53: [274, 48, 295, 58]
- ad-line: New Season's Tea: [177, 184, 309, 202]
- by-telegraph-box: [BY TELEGRAPH.]: [673, 50, 755, 63]
- france-heading: France and China.: [519, 196, 595, 207]
- article-paragraph: fire. It was insured for £200 in the South British.: [484, 32, 630, 52]
- ship-notice: Weather and other circumstances permitting. Freight to Te Aroha, 20s per ton. Not responsible for Accidents in Shipping, Carrying, or Discharging Live Stock, or for any Goods, Parcels, &c., put on board unless signed for, and all Goods stored are at the risk of Consignee.: [13, 172, 159, 241]
- article-paragraph: The Te Aroha News reports that on Tuesday last a miner named Robert Nelson, occupier of a one-room shanty at Waiorongomai, had his house broken into and the sum of £1 13s abstracted from a carpet bag while he was at work.: [327, 711, 473, 771]
- article-paragraph: KURANUI HILL.—Thomas and party have crushed 4½ tons for 17ozs 16dwts gold. MOANATAIARI.—Johnston and party and James and party have the respective yields of 17dwts and 17dwts gold. REUBEN PARK.—Easton and party have obtained 8ozs gold from three loads quartz.: [798, 1050, 944, 1130]
- article-paragraph: A telegram from Te Aroha on Saturday reports that the river Waihou has flooded the lower township, and was still rising.: [641, 320, 787, 350]
- mine-heading: DEEP LEVEL CROSS.: [814, 717, 928, 728]
